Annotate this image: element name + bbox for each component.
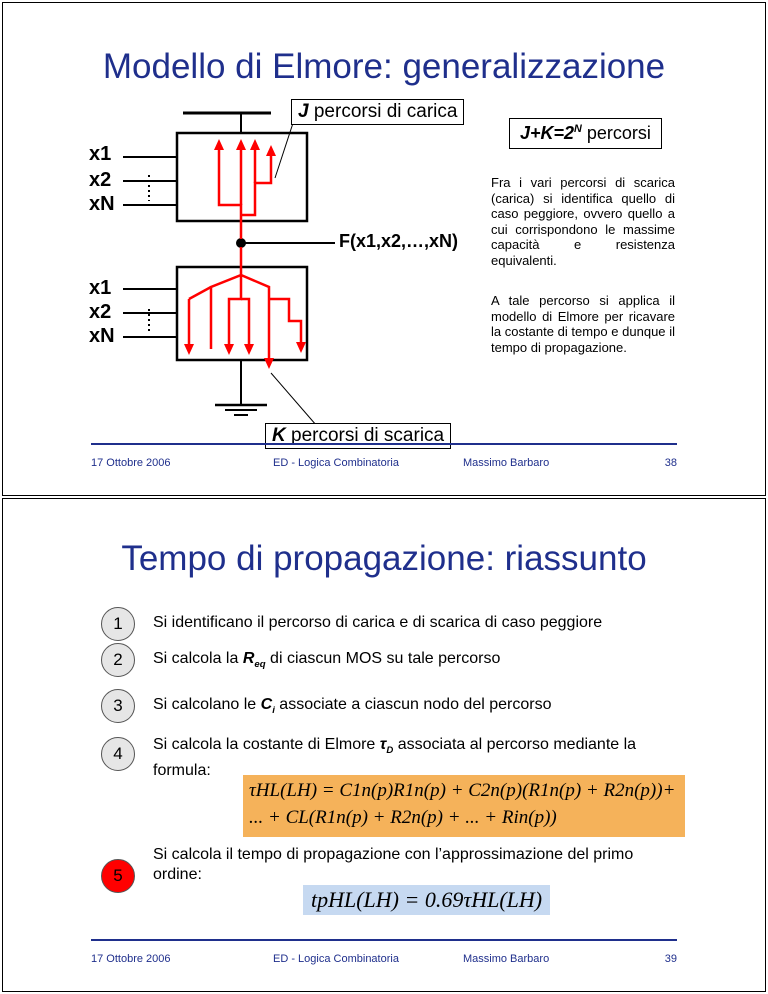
charge-paths-callout: J percorsi di carica <box>291 99 464 125</box>
step-text-4: Si calcola la costante di Elmore $\tau_D$ associata al percorso mediante la formula: <box>153 736 637 780</box>
input-label-x2: x2 <box>89 169 112 191</box>
slide-footer <box>91 939 677 981</box>
step-text-5: Si calcola il tempo di propagazione con l’approssimazione del primo ordine: <box>153 846 634 883</box>
input-label-xn: xN <box>89 193 115 215</box>
footer-page-number: 38 <box>664 457 677 469</box>
output-label: F(x1,x2,…,xN) <box>339 231 459 251</box>
step-text-3: Si calcolano le $C_i$ associate a ciascun nodo del percorso <box>153 696 552 717</box>
step-number-1: 1 <box>101 607 135 641</box>
discharge-paths-callout: K percorsi di scarica <box>265 423 451 449</box>
step-number-2: 2 <box>101 643 135 677</box>
step-number-4: 4 <box>101 737 135 771</box>
elmore-formula <box>243 775 685 837</box>
charge-paths <box>219 145 271 239</box>
slide-39 <box>2 498 766 992</box>
step-text-1: Si identificano il percorso di carica e di scarica di caso peggiore <box>153 614 603 631</box>
footer-course: ED - Logica Combinatoria <box>273 457 399 469</box>
slide-38 <box>2 2 766 496</box>
footer-date: 17 Ottobre 2006 <box>91 457 171 469</box>
step-text-2: Si calcola la $R_{eq}$ di ciascun MOS su tale percorso <box>153 650 501 671</box>
footer-page-number: 39 <box>664 953 677 965</box>
elmore-paragraph: A tale percorso si applica il modello di Elmore per ricavare la costante di tempo e dunque il tempo di propagazione. <box>491 293 675 355</box>
step-number-5: 5 <box>101 859 135 893</box>
footer-author: Massimo Barbaro <box>463 457 550 469</box>
elmore-formula-line-2: ... + CL(R1n(p) + R2n(p) + ... + Rin(p)) <box>249 807 557 828</box>
slide-title: Tempo di propagazione: riassunto <box>121 539 647 578</box>
input-label-x1: x1 <box>89 143 112 165</box>
footer-author: Massimo Barbaro <box>463 953 550 965</box>
footer-date: 17 Ottobre 2006 <box>91 953 171 965</box>
input-label-x2-bottom: x2 <box>89 301 112 323</box>
worst-case-paragraph: Fra i vari percorsi di scarica (carica) si identifica quello di caso peggiore, ovvero quello a cui corrispondono le massime capacità e resistenza equivalenti. <box>491 175 675 268</box>
step-number-3: 3 <box>101 689 135 723</box>
footer-course: ED - Logica Combinatoria <box>273 953 399 965</box>
slide-footer <box>91 443 677 485</box>
input-label-x1-bottom: x1 <box>89 277 112 299</box>
slide-title: Modello di Elmore: generalizzazione <box>102 47 666 86</box>
input-label-xn-bottom: xN <box>89 325 115 347</box>
propagation-time-formula: tpHL(LH) = 0.69τHL(LH) <box>303 885 550 915</box>
elmore-formula-line-1: τHL(LH) = C1n(p)R1n(p) + C2n(p)(R1n(p) + R2n(p))+ <box>249 780 676 801</box>
total-paths-box: $J+K=2^N$ percorsi <box>509 118 662 149</box>
